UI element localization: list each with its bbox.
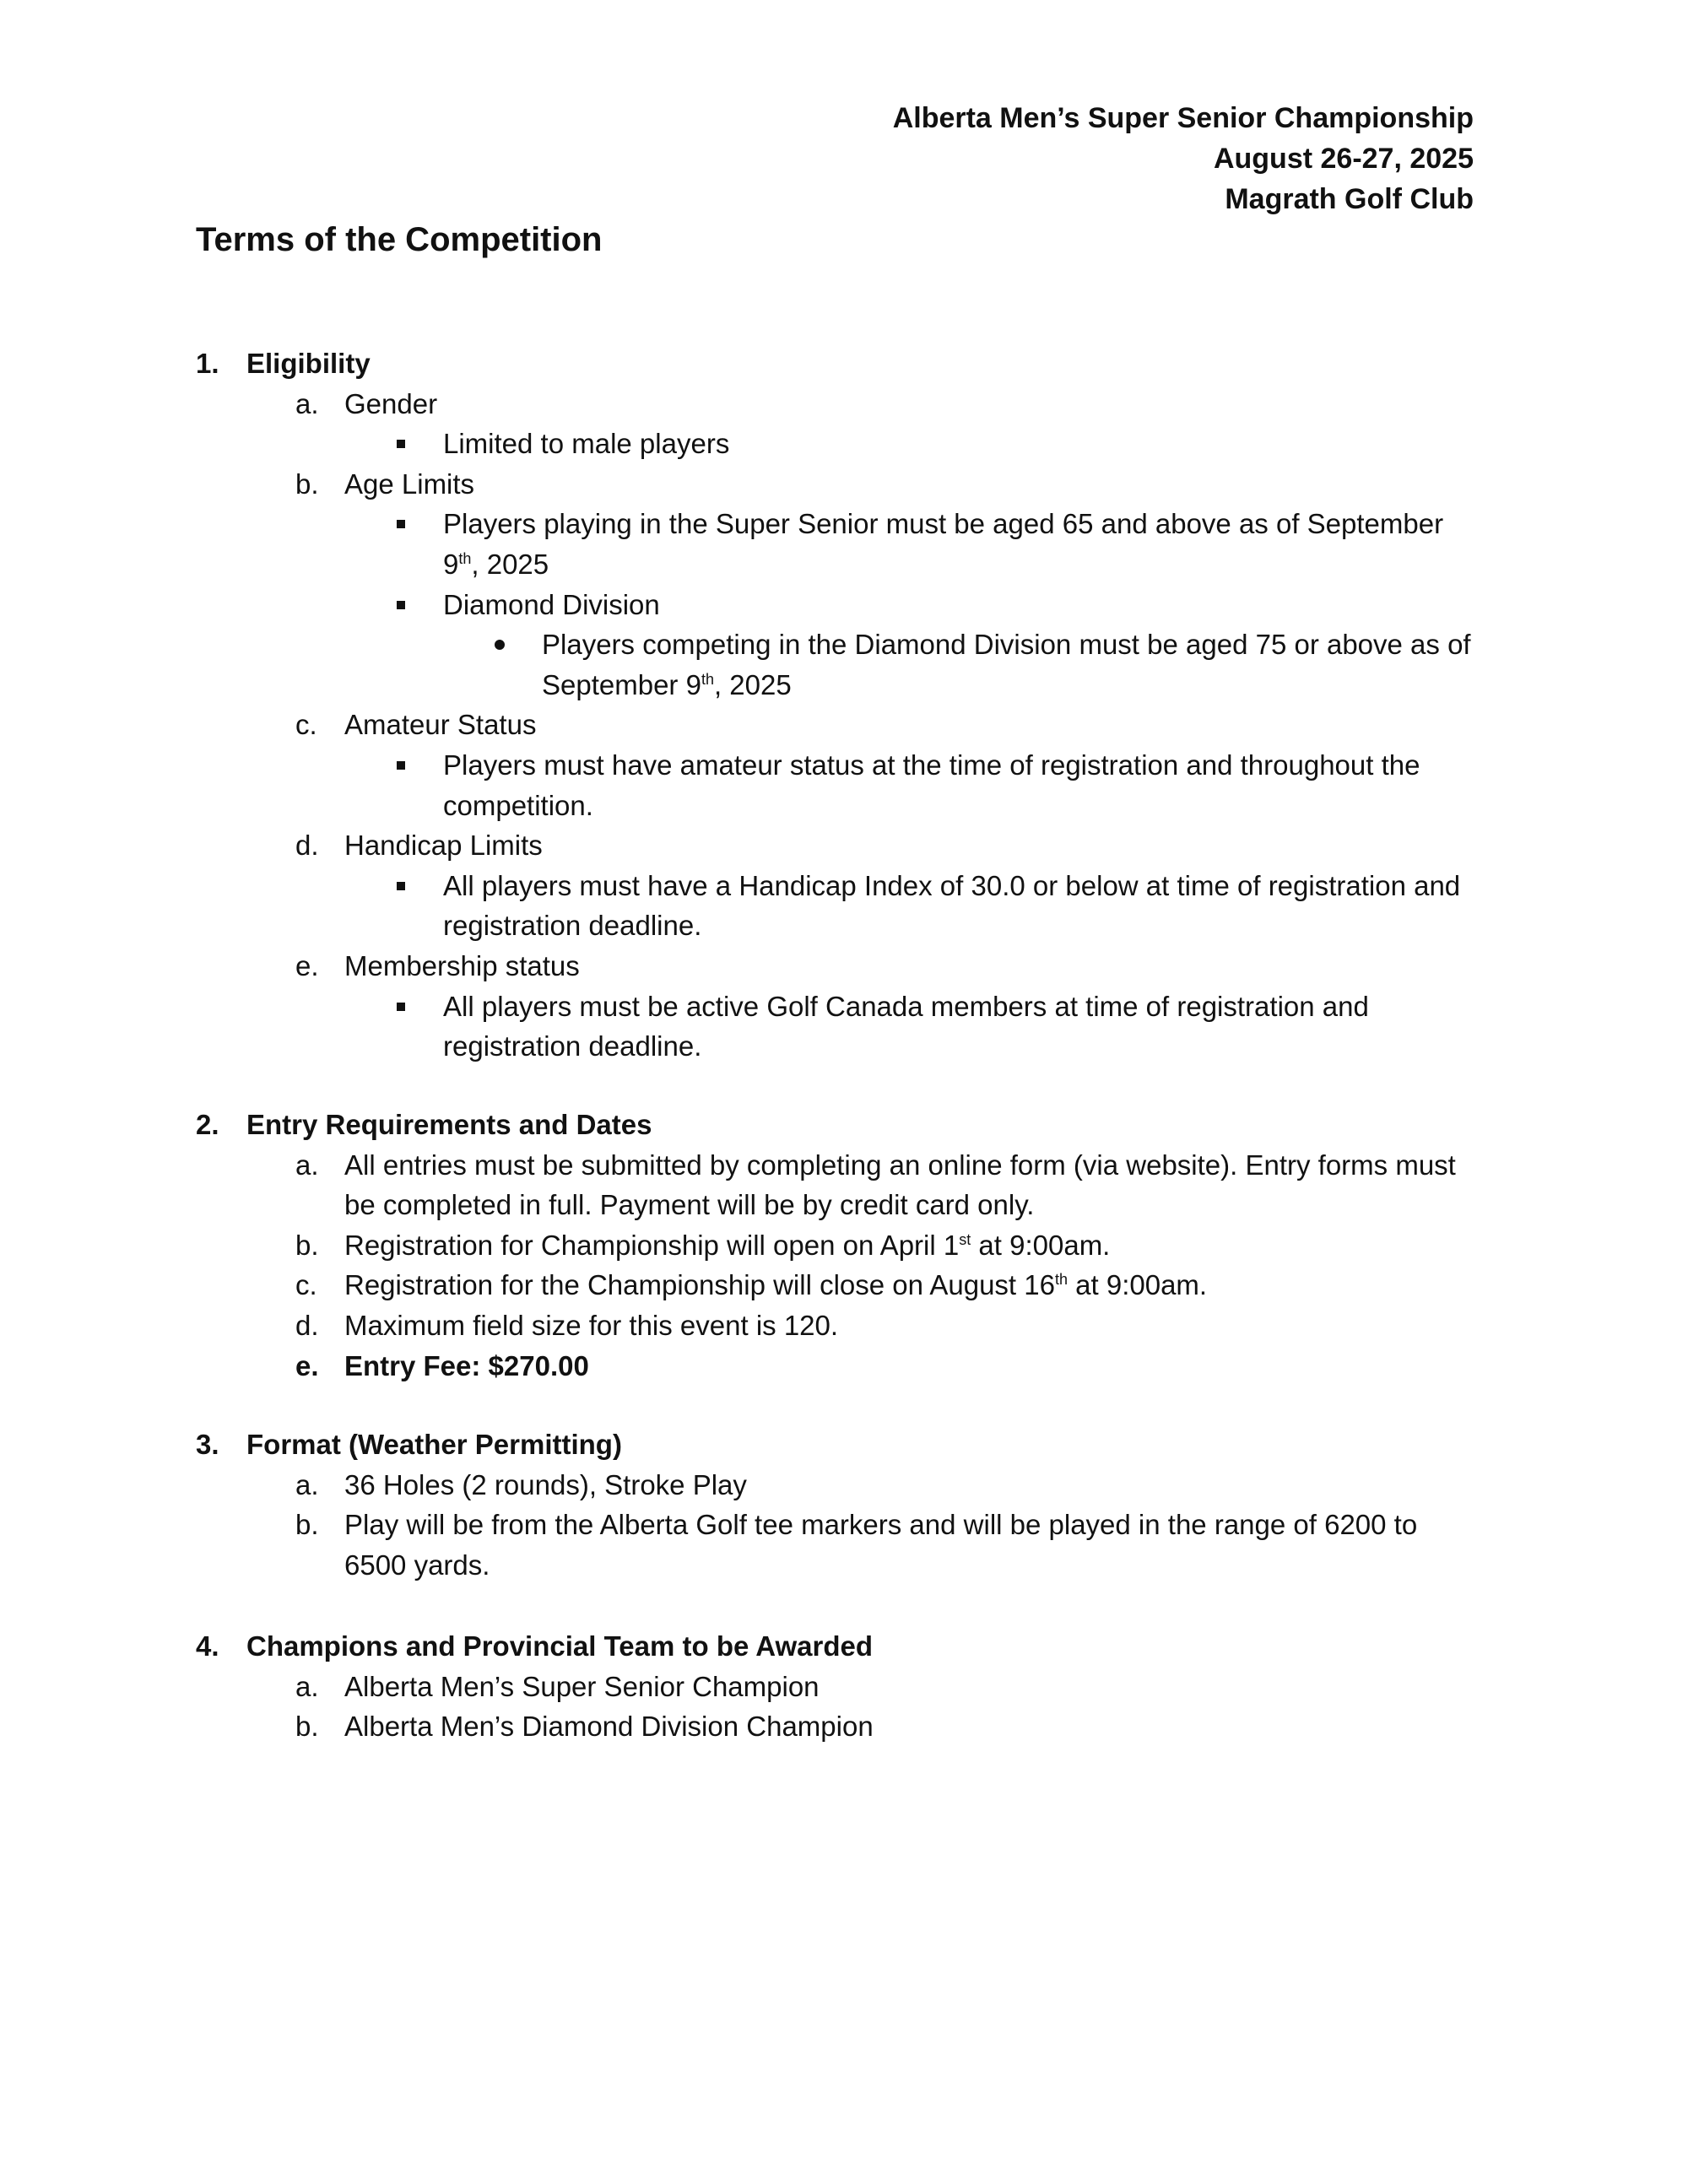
section-heading — [196, 1424, 1479, 1465]
list-item — [196, 1667, 1479, 1707]
heading-text: Champions and Provincial Team to be Awarded — [246, 1630, 874, 1662]
item-text: All players must be active Golf Canada members at time of registration and registration deadline. — [443, 990, 1369, 1062]
item-text: Registration for the Championship will close on August 16 — [344, 1269, 1055, 1301]
list-marker: c. — [295, 709, 317, 741]
list-item — [196, 1306, 1479, 1346]
list-marker: b. — [295, 468, 319, 500]
list-item — [196, 1225, 1479, 1266]
entry-fee-text: Entry Fee: $270.00 — [344, 1349, 589, 1381]
list-number: 3. — [196, 1429, 219, 1460]
bullet-item — [196, 987, 1479, 1067]
item-text: Players must have amateur status at the time of registration and throughout the competition. — [443, 749, 1420, 821]
list-item — [196, 1706, 1479, 1747]
square-bullet-icon — [397, 882, 405, 890]
list-marker: a. — [295, 1670, 319, 1702]
item-text: Limited to male players — [443, 428, 730, 460]
section-entry-requirements — [196, 1105, 1479, 1386]
list-marker: a. — [295, 1468, 319, 1500]
list-marker: b. — [295, 1509, 319, 1541]
item-text: at 9:00am. — [1067, 1269, 1208, 1301]
heading-text: Eligibility — [246, 348, 371, 379]
item-text: Players competing in the Diamond Division must be aged 75 or above as of September 9 — [542, 629, 1471, 700]
item-text: Maximum field size for this event is 120. — [344, 1309, 839, 1341]
list-marker: d. — [295, 830, 319, 862]
superscript: st — [959, 1230, 971, 1248]
list-marker: e. — [295, 949, 319, 981]
list-item — [196, 384, 1479, 424]
item-text: All entries must be submitted by completing an online form (via website). Entry forms must be completed in full. Payment will be by credit card only. — [344, 1149, 1456, 1221]
superscript: th — [1054, 1271, 1068, 1289]
list-item — [196, 825, 1479, 866]
list-number: 4. — [196, 1630, 219, 1662]
heading-text: Entry Requirements and Dates — [246, 1109, 652, 1140]
section-format — [196, 1424, 1479, 1585]
bullet-item — [196, 504, 1479, 584]
list-marker: a. — [295, 1149, 319, 1181]
list-item — [196, 1505, 1479, 1585]
square-bullet-icon — [397, 761, 405, 770]
event-name: Alberta Men’s Super Senior Championship — [892, 102, 1474, 134]
item-text: Players playing in the Super Senior must be aged 65 and above as of September 9 — [443, 508, 1444, 580]
round-bullet-icon — [495, 640, 505, 650]
list-item — [196, 1265, 1479, 1306]
list-item — [196, 946, 1479, 987]
section-eligibility — [196, 343, 1479, 1067]
bullet-item — [196, 585, 1479, 625]
item-text: Membership status — [344, 949, 580, 981]
list-marker: b. — [295, 1229, 319, 1261]
item-text: , 2025 — [713, 668, 792, 700]
item-text: , 2025 — [471, 548, 549, 580]
list-marker: c. — [295, 1269, 317, 1301]
item-text: All players must have a Handicap Index of 30.0 or below at time of registration and registration deadline. — [443, 869, 1461, 942]
square-bullet-icon — [397, 601, 405, 609]
item-text: Amateur Status — [344, 709, 537, 741]
item-text: Alberta Men’s Diamond Division Champion — [344, 1711, 874, 1743]
item-text: Diamond Division — [443, 588, 660, 620]
list-marker: e. — [295, 1349, 319, 1381]
item-text: at 9:00am. — [971, 1229, 1111, 1261]
item-text: 36 Holes (2 rounds), Stroke Play — [344, 1468, 747, 1500]
list-item — [196, 1145, 1479, 1225]
section-heading — [196, 343, 1479, 384]
superscript: th — [458, 549, 472, 567]
bullet-item — [196, 866, 1479, 946]
heading-text: Format (Weather Permitting) — [246, 1429, 622, 1460]
square-bullet-icon — [397, 440, 405, 448]
list-item-entry-fee — [196, 1346, 1479, 1387]
section-heading — [196, 1105, 1479, 1145]
event-venue: Magrath Golf Club — [1225, 183, 1474, 215]
list-item — [196, 464, 1479, 505]
bullet-item — [196, 745, 1479, 825]
item-text: Play will be from the Alberta Golf tee markers and will be played in the range of 6200 to 6500 yards. — [344, 1509, 1418, 1581]
item-text: Gender — [344, 387, 438, 419]
square-bullet-icon — [397, 520, 405, 528]
list-marker: b. — [295, 1711, 319, 1743]
item-text: Alberta Men’s Super Senior Champion — [344, 1670, 820, 1702]
superscript: th — [701, 670, 714, 688]
list-number: 2. — [196, 1109, 219, 1140]
list-marker: d. — [295, 1309, 319, 1341]
page-title: Terms of the Competition — [196, 221, 603, 258]
item-text: Age Limits — [344, 468, 475, 500]
item-text: Handicap Limits — [344, 830, 543, 862]
bullet-item — [196, 624, 1479, 705]
square-bullet-icon — [397, 1003, 405, 1011]
bullet-item — [196, 424, 1479, 464]
section-champions — [196, 1626, 1479, 1747]
list-marker: a. — [295, 387, 319, 419]
item-text: Registration for Championship will open on April 1 — [344, 1229, 960, 1261]
section-heading — [196, 1626, 1479, 1667]
list-item — [196, 1465, 1479, 1506]
list-item — [196, 705, 1479, 745]
list-number: 1. — [196, 348, 219, 379]
event-dates: August 26-27, 2025 — [1213, 143, 1474, 175]
document-header — [893, 98, 1474, 219]
